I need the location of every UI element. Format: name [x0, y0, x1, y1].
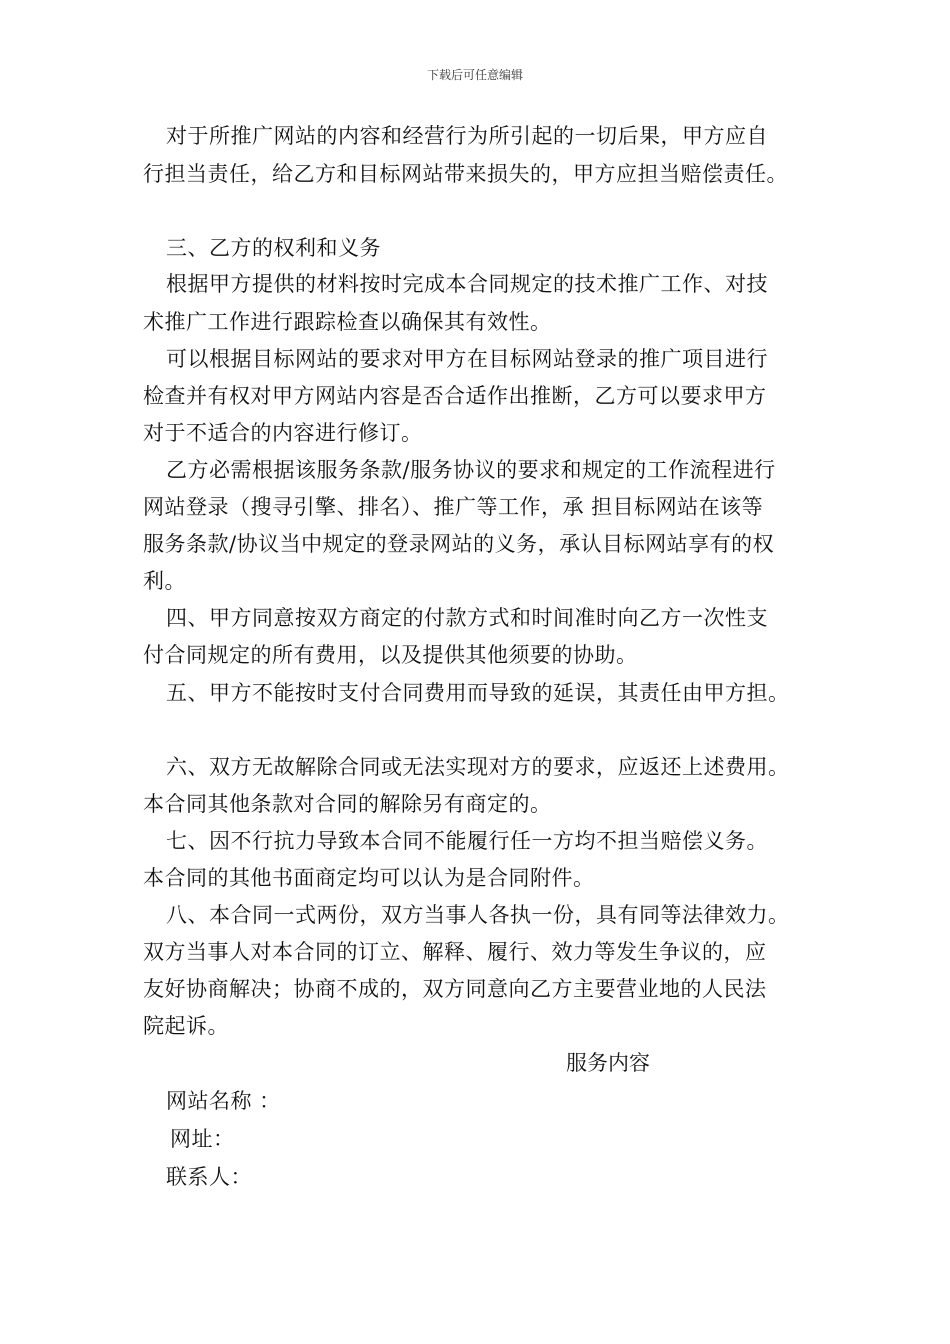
paragraph-line: 四、甲方同意按双方商定的付款方式和时间准时向乙方一次性支: [166, 606, 768, 630]
service-title: 服务内容: [566, 1051, 650, 1075]
paragraph-line: 对于不适合的内容进行修订。: [143, 421, 423, 445]
paragraph-line: 乙方必需根据该服务条款/服务协议的要求和规定的工作流程进行: [166, 458, 776, 482]
paragraph-line: 本合同的其他书面商定均可以认为是合同附件。: [143, 866, 595, 890]
url-label: 网址：: [170, 1127, 235, 1151]
paragraph-line: 友好协商解决；协商不成的，双方同意向乙方主要营业地的人民法: [143, 977, 767, 1001]
paragraph-line: 双方当事人对本合同的订立、解释、履行、效力等发生争议的，应: [143, 940, 767, 964]
paragraph-line: 五、甲方不能按时支付合同费用而导致的延误，其责任由甲方担。: [166, 681, 790, 705]
paragraph-line: 六、双方无故解除合同或无法实现对方的要求，应返还上述费用。: [166, 755, 790, 779]
site-name-label: 网站名称 ：: [166, 1089, 281, 1113]
paragraph-line: 行担当责任，给乙方和目标网站带来损失的，甲方应担当赔偿责任。: [143, 162, 788, 186]
paragraph-line: 利。: [143, 569, 186, 593]
paragraph-line: 根据甲方提供的材料按时完成本合同规定的技术推广工作、对技: [166, 272, 768, 296]
paragraph-line: 术推广工作进行跟踪检查以确保其有效性。: [143, 310, 552, 334]
page-header: 下载后可任意编辑: [426, 68, 523, 82]
paragraph-line: 本合同其他条款对合同的解除另有商定的。: [143, 792, 552, 816]
paragraph-line: 付合同规定的所有费用，以及提供其他须要的协助。: [143, 643, 638, 667]
paragraph-line: 八、本合同一式两份，双方当事人各执一份，具有同等法律效力。: [166, 903, 790, 927]
paragraph-line: 七、因不行抗力导致本合同不能履行任一方均不担当赔偿义务。: [166, 829, 768, 853]
paragraph-line: 网站登录（搜寻引擎、排名）、推广等工作，承 担目标网站在该等: [143, 495, 764, 519]
paragraph-line: 院起诉。: [143, 1014, 229, 1038]
paragraph-line: 对于所推广网站的内容和经营行为所引起的一切后果，甲方应自: [166, 124, 768, 148]
contact-label: 联系人：: [166, 1165, 252, 1189]
paragraph-line: 可以根据目标网站的要求对甲方在目标网站登录的推广项目进行: [166, 347, 768, 371]
section-heading: 三、乙方的权利和义务: [166, 236, 381, 260]
paragraph-line: 服务条款/协议当中规定的登录网站的义务，承认目标网站享有的权: [143, 532, 775, 556]
paragraph-line: 检查并有权对甲方网站内容是否合适作出推断，乙方可以要求甲方: [143, 384, 767, 408]
